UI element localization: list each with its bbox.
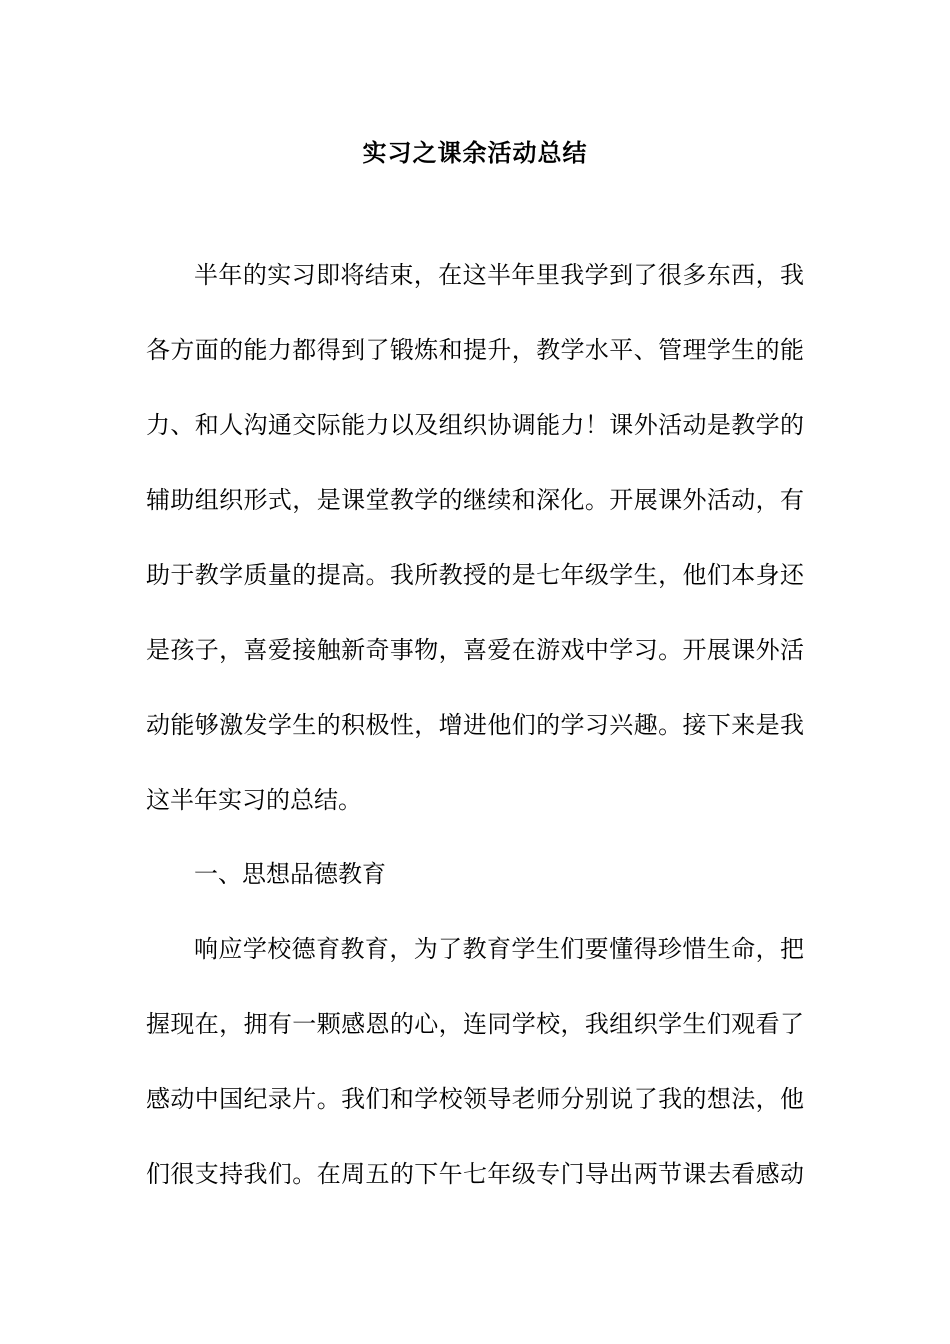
paragraph-line: 握现在，拥有一颗感恩的心，连同学校，我组织学生们观看了 (146, 1010, 804, 1038)
paragraph-line: 动能够激发学生的积极性，增进他们的学习兴趣。接下来是我 (146, 711, 804, 739)
paragraph-line: 这半年实习的总结。 (146, 786, 362, 814)
section-heading: 一、思想品德教育 (194, 860, 386, 888)
paragraph-line: 是孩子，喜爱接触新奇事物，喜爱在游戏中学习。开展课外活 (146, 636, 804, 664)
paragraph-line: 们很支持我们。在周五的下午七年级专门导出两节课去看感动 (146, 1160, 804, 1188)
paragraph-line: 各方面的能力都得到了锻炼和提升，教学水平、管理学生的能 (146, 336, 804, 364)
paragraph-line: 感动中国纪录片。我们和学校领导老师分别说了我的想法，他 (146, 1085, 804, 1113)
paragraph-line: 助于教学质量的提高。我所教授的是七年级学生，他们本身还 (146, 561, 804, 589)
paragraph-line: 半年的实习即将结束，在这半年里我学到了很多东西，我 (194, 261, 804, 289)
paragraph-line: 辅助组织形式，是课堂教学的继续和深化。开展课外活动，有 (146, 486, 804, 514)
paragraph-line: 力、和人沟通交际能力以及组织协调能力！课外活动是教学的 (146, 411, 804, 439)
document-title: 实习之课余活动总结 (362, 138, 588, 167)
paragraph-line: 响应学校德育教育，为了教育学生们要懂得珍惜生命，把 (194, 935, 804, 963)
